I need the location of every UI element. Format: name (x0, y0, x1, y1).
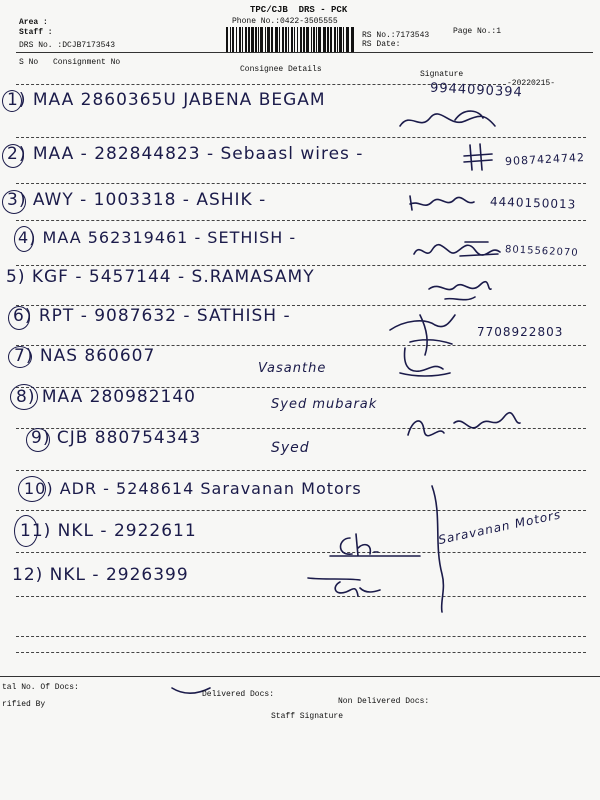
row-4-signature (410, 232, 505, 262)
rs-number: RS No.:7173543 (362, 31, 430, 40)
rs-date: RS Date: (362, 40, 401, 49)
row-rule (16, 220, 586, 221)
row-11-entry: 11) NKL - 2922611 (20, 521, 197, 541)
staff-label: Staff : (19, 28, 53, 37)
row-rule (16, 183, 586, 184)
staff-signature-label: Staff Signature (271, 712, 344, 721)
row-8-signature (404, 405, 524, 445)
row-8-receiver: Syed mubarak (271, 397, 378, 412)
page-number: Page No.:1 (453, 27, 502, 36)
row-1-signature (395, 106, 505, 136)
row-12-entry: 12) NKL - 2926399 (12, 565, 189, 585)
row-rule (16, 552, 586, 553)
row-3-signature (406, 190, 478, 215)
row-rule (16, 265, 586, 266)
row-4-entry: 4) MAA 562319461 - SETHISH - (18, 228, 297, 247)
delivered-docs-label: Delivered Docs: (202, 690, 275, 699)
row-2-entry: 2) MAA - 282844823 - Sebaasl wires - (7, 144, 364, 164)
row-6-phone: 7708922803 (477, 325, 564, 339)
row-9-entry: 9) CJB 880754343 (31, 428, 202, 448)
row-rule (16, 510, 586, 511)
total-docs-label: tal No. Of Docs: (2, 683, 79, 692)
footer-rule (0, 676, 600, 677)
row-rule (16, 636, 586, 637)
row-7-receiver: Vasanthe (258, 361, 327, 376)
row-4-phone: 8015562070 (504, 244, 579, 259)
row-2-phone: 9087424742 (504, 150, 586, 169)
drs-title: TPC/CJB DRS - PCK (250, 5, 348, 15)
col-consignment: Consignment No (53, 58, 121, 67)
row-rule (16, 137, 586, 138)
row-7-entry: 7) NAS 860607 (14, 346, 156, 366)
bracket-mark (412, 484, 452, 614)
row-12-signature (300, 568, 410, 603)
verified-by-label: rified By (2, 700, 46, 709)
col-sno: S No (19, 58, 39, 67)
row-7-signature (395, 343, 455, 383)
row-5-entry: 5) KGF - 5457144 - S.RAMASAMY (6, 267, 315, 287)
receiver-name-right: Saravanan Motors (437, 507, 563, 547)
row-8-entry: 8) MAA 280982140 (16, 387, 196, 407)
row-1-entry: 1) MAA 2860365U JABENA BEGAM (7, 90, 326, 110)
row-10-entry: 10) ADR - 5248614 Saravanan Motors (24, 479, 362, 498)
phone-number: Phone No.:0422-3505555 (232, 17, 338, 26)
row-rule (16, 470, 586, 471)
print-date: -20220215- (507, 79, 556, 88)
col-consignee: Consignee Details (240, 65, 322, 74)
drs-number: DRS No. :DCJB7173543 (19, 41, 116, 50)
non-delivered-docs-label: Non Delivered Docs: (338, 697, 430, 706)
row-3-phone: 4440150013 (489, 194, 577, 212)
row-1-phone: 9944090394 (429, 80, 524, 101)
row-9-receiver: Syed (271, 440, 310, 456)
barcode (226, 27, 356, 53)
col-signature: Signature (420, 70, 464, 79)
row-6-entry: 6) RPT - 9087632 - SATHISH - (13, 306, 291, 326)
row-11-signature (330, 530, 410, 560)
row-rule (16, 652, 586, 653)
row-2-signature (462, 140, 502, 175)
area-label: Area : (19, 18, 48, 27)
row-3-entry: 3) AWY - 1003318 - ASHIK - (7, 190, 267, 210)
header-rule (16, 52, 593, 53)
